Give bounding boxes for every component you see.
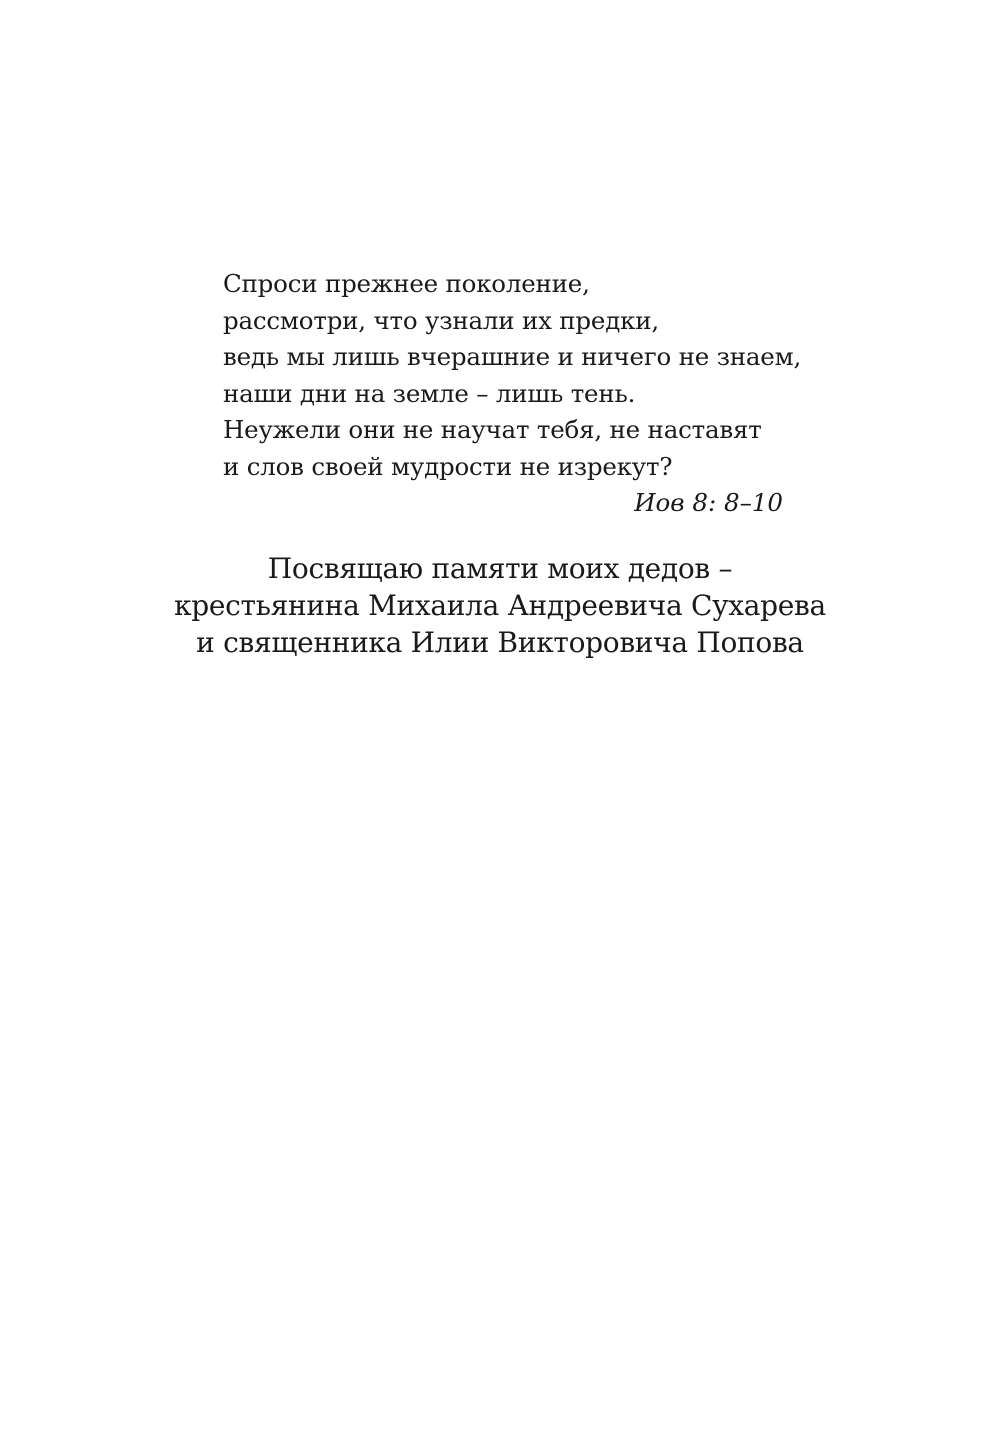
dedication-line: Посвящаю памяти моих дедов – [267, 552, 733, 585]
dedication-line: крестьянина Михаила Андреевича Сухарева [174, 589, 826, 622]
epigraph-line: и слов своей мудрости не изрекут? [223, 451, 673, 481]
epigraph-source: Иов 8: 8–10 [634, 488, 783, 517]
epigraph-line: ведь мы лишь вчерашние и ничего не знаем, [223, 342, 802, 371]
dedication [0, 550, 1000, 661]
epigraph-line: наши дни на земле – лишь тень. [223, 378, 636, 408]
epigraph-line: Спроси прежнее поколение, [223, 269, 590, 298]
epigraph [223, 266, 802, 521]
epigraph-line: Неужели они не научат тебя, не наставят [223, 415, 762, 444]
dedication-line: и священника Илии Викторовича Попова [196, 626, 804, 659]
epigraph-line: рассмотри, что узнали их предки, [223, 305, 659, 335]
